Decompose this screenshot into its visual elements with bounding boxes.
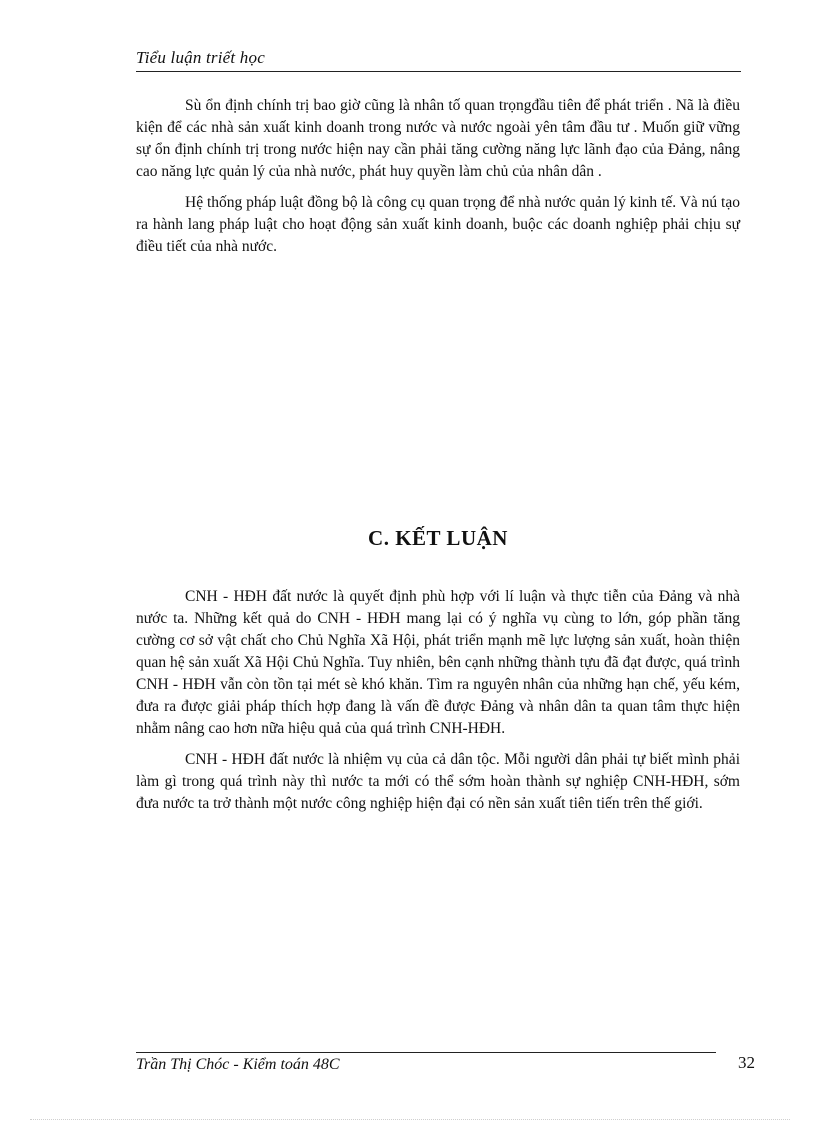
running-header-title: Tiểu luận triết học (136, 48, 265, 67)
paragraph-conclusion-summary: CNH - HĐH đất nước là quyết định phù hợp với lí luận và thực tiễn của Đảng và nhà nước ta. Những kết quả do CNH - HĐH mang lại có ý nghĩa vụ cùng to lớn, góp phần tăng cường cơ sở vật chất cho Chủ Nghĩa Xã Hội, phát triển mạnh mẽ lực lượng sản xuất, hoàn thiện quan hệ sản xuất Xã Hội Chủ Nghĩa. Tuy nhiên, bên cạnh những thành tựu đã đạt được, quá trình CNH - HĐH vẫn còn tồn tại mét sè khó khăn. Tìm ra nguyên nhân của những hạn chế, yếu kém, đưa ra được giải pháp thích hợp đang là vấn đề được Đảng và nhân dân ta quan tâm thực hiện nhằm nâng cao hơn nữa hiệu quả của quá trình CNH-HĐH. (136, 588, 740, 737)
body-section-conclusion (136, 586, 740, 815)
footer-author: Trần Thị Chóc - Kiểm toán 48C (136, 1056, 340, 1073)
page-number: 32 (738, 1053, 755, 1072)
paragraph-political-stability: Sù ổn định chính trị bao giờ cũng là nhân tố quan trọngđầu tiên để phát triển . Nã là điều kiện để các nhà sản xuất kinh doanh trong nước và nước ngoài yên tâm đầu tư . Muốn giữ vững sự ổn định chính trị trong nước hiện nay cần phải tăng cường năng lực lãnh đạo của Đảng, nâng cao năng lực quản lý của nhà nước, phát huy quyền làm chủ của nhân dân . (136, 97, 740, 180)
footer-divider (136, 1052, 716, 1053)
body-section-political-legal (136, 95, 740, 258)
page-bottom-edge (30, 1119, 790, 1120)
paragraph-legal-system: Hệ thống pháp luật đồng bộ là công cụ quan trọng để nhà nước quản lý kinh tế. Và nú tạo ra hành lang pháp luật cho hoạt động sản xuất kinh doanh, buộc các doanh nghiệp phải chịu sự điều tiết của nhà nước. (136, 194, 740, 255)
paragraph-conclusion-task: CNH - HĐH đất nước là nhiệm vụ của cả dân tộc. Mỗi người dân phải tự biết mình phải làm gì trong quá trình này thì nước ta mới có thể sớm hoàn thành sự nghiệp CNH-HĐH, sớm đưa nước ta trở thành một nước công nghiệp hiện đại có nền sản xuất tiên tiến trên thế giới. (136, 751, 740, 812)
header-divider (136, 71, 741, 72)
conclusion-heading: C. KẾT LUẬN (368, 526, 508, 550)
